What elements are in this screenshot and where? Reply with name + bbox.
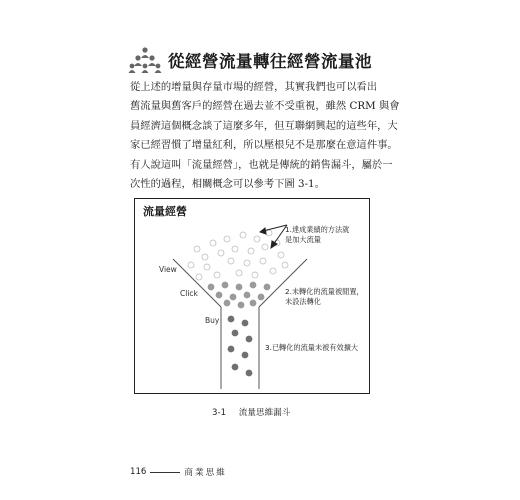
paragraph-line: 從上述的增量與存量市場的經營，其實我們也可以看出 — [130, 81, 378, 93]
traffic-dot — [244, 292, 250, 298]
funnel-outline — [173, 259, 307, 389]
traffic-dot — [232, 330, 238, 336]
caption-number: 3-1 — [212, 408, 227, 418]
traffic-dot — [228, 316, 234, 322]
paragraph-line: 家已經習慣了增量紅利，所以壓根兒不是那麼在意這件事。 — [130, 139, 398, 152]
traffic-dot — [222, 282, 228, 288]
traffic-dot — [264, 284, 270, 290]
funnel-figure — [134, 198, 370, 394]
traffic-dot — [242, 352, 248, 358]
traffic-dot — [266, 230, 272, 236]
people-pyramid-icon — [128, 46, 162, 74]
traffic-dot — [244, 260, 250, 266]
traffic-dot — [238, 302, 244, 308]
traffic-dot — [242, 320, 248, 326]
traffic-dot — [236, 270, 242, 276]
traffic-dots — [188, 230, 288, 376]
paragraph-line: 次性的過程，相關概念可以參考下圖 3-1。 — [130, 178, 325, 191]
traffic-dot — [230, 294, 236, 300]
traffic-dot — [232, 246, 238, 252]
paragraph-line: 舊流量與舊客戶的經營在過去並不受重視，雖然 CRM 與會 — [130, 100, 400, 113]
traffic-dot — [224, 236, 230, 242]
traffic-dot — [240, 232, 246, 238]
traffic-dot — [216, 292, 222, 298]
figure-caption — [212, 406, 290, 418]
traffic-dot — [260, 258, 266, 264]
annotation-line: 3.已轉化的流量未被有效擴大 — [265, 343, 359, 352]
section-title: 從經營流量轉往經營流量池 — [168, 52, 372, 71]
annotation-line: 2.未轉化的流量被閒置， — [285, 287, 364, 296]
traffic-dot — [262, 244, 268, 250]
traffic-dot — [188, 262, 194, 268]
annotation-line: 是加大流量 — [285, 235, 321, 244]
traffic-dot — [228, 258, 234, 264]
annotation-line: 1.達成業績的方法就 — [285, 225, 350, 234]
annotation-3 — [265, 343, 358, 353]
traffic-dot — [228, 346, 234, 352]
traffic-dot — [232, 364, 238, 370]
stage-label-click: Click — [180, 289, 198, 298]
traffic-dot — [248, 248, 254, 254]
traffic-dot — [204, 264, 210, 270]
traffic-dot — [224, 300, 230, 306]
footer-rule — [150, 472, 180, 473]
traffic-dot — [214, 272, 220, 278]
traffic-dot — [258, 294, 264, 300]
traffic-dot — [202, 254, 208, 260]
annotation-1 — [285, 225, 349, 245]
traffic-dot — [210, 240, 216, 246]
page-footer — [130, 466, 227, 478]
funnel-right-wall — [259, 259, 307, 389]
figure-title: 流量經營 — [143, 205, 187, 218]
traffic-dot — [270, 268, 276, 274]
traffic-dot — [246, 370, 252, 376]
annotation-line: 未設法轉化 — [285, 297, 321, 306]
paragraph-line: 員經濟這個概念談了這麼多年，但互聯網興起的這些年，大 — [130, 119, 398, 132]
stage-label-buy: Buy — [205, 316, 220, 325]
traffic-dot — [250, 282, 256, 288]
traffic-dot — [246, 336, 252, 342]
traffic-dot — [194, 246, 200, 252]
book-title: 商業思維 — [184, 468, 227, 478]
stage-label-view: View — [159, 265, 177, 274]
annotation-2 — [285, 287, 364, 307]
traffic-dot — [196, 274, 202, 280]
page-number: 116 — [130, 467, 147, 477]
traffic-dot — [250, 300, 256, 306]
traffic-dot — [208, 284, 214, 290]
traffic-dot — [278, 252, 284, 258]
traffic-dot — [252, 272, 258, 278]
traffic-dot — [254, 236, 260, 242]
body-paragraph — [130, 78, 400, 194]
traffic-dot — [218, 250, 224, 256]
section-heading — [128, 46, 372, 74]
traffic-dot — [236, 284, 242, 290]
caption-text: 流量思維漏斗 — [238, 408, 291, 418]
traffic-dot — [282, 262, 288, 268]
paragraph-line: 有人說這叫「流量經營」，也就是傳統的銷售漏斗，屬於一 — [130, 158, 393, 171]
